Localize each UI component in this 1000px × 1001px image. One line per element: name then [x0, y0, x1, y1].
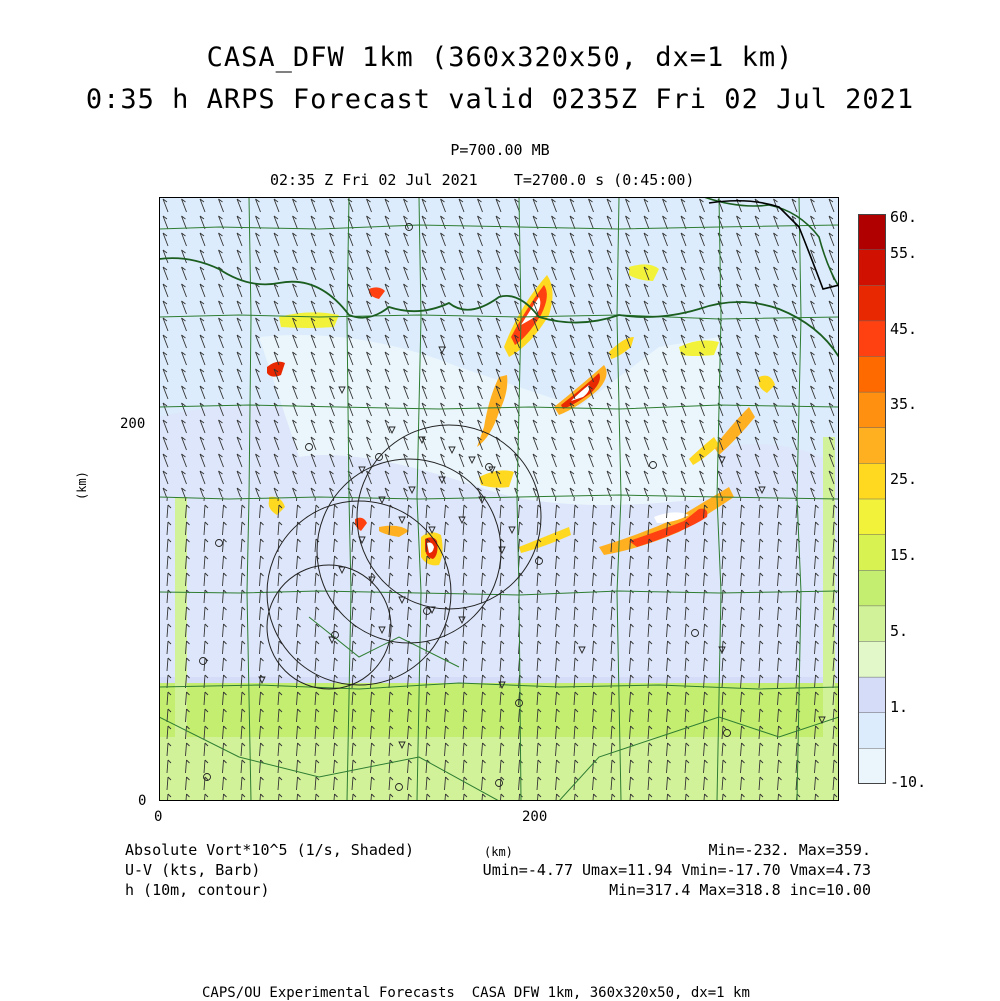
colorbar-swatch — [858, 570, 886, 606]
colorbar-swatch — [858, 321, 886, 357]
pressure-level: P=700.00 MB — [450, 141, 550, 159]
colorbar-swatch — [858, 357, 886, 393]
y-axis-unit: (km) — [75, 471, 89, 500]
colorbar-label-25: 25. — [890, 470, 918, 488]
field-label-height: h (10m, contour) — [125, 881, 270, 899]
colorbar-swatch — [858, 463, 886, 499]
colorbar-label-35: 35. — [890, 395, 918, 413]
colorbar-swatch — [858, 428, 886, 464]
height-min-max: Min=317.4 Max=318.8 inc=10.00 — [609, 881, 871, 899]
x-tick-200: 200 — [522, 809, 548, 825]
colorbar-label-60: 60. — [890, 208, 918, 226]
vort-min-max: Min=-232. Max=359. — [708, 841, 871, 859]
colorbar-swatch — [858, 535, 886, 571]
colorbar-swatch — [858, 748, 886, 784]
colorbar-label-1: 1. — [890, 698, 909, 716]
colorbar — [858, 214, 886, 784]
colorbar-swatch — [858, 677, 886, 713]
colorbar-swatch — [858, 713, 886, 749]
colorbar-swatch — [858, 214, 886, 250]
colorbar-swatch — [858, 642, 886, 678]
colorbar-swatch — [858, 285, 886, 321]
colorbar-swatch — [858, 499, 886, 535]
x-tick-0: 0 — [154, 809, 163, 825]
wind-barbs-north — [159, 197, 839, 497]
wind-min-max: Umin=-4.77 Umax=11.94 Vmin=-17.70 Vmax=4.73 — [482, 861, 871, 879]
credits-line: CAPS/OU Experimental Forecasts CASA DFW 1km, 360x320x50, dx=1 km — [202, 985, 750, 1001]
colorbar-swatch — [858, 606, 886, 642]
field-label-vorticity: Absolute Vort*10^5 (1/s, Shaded) — [125, 841, 414, 859]
wind-barbs-south — [159, 497, 839, 801]
valid-time-line: 02:35 Z Fri 02 Jul 2021 T=2700.0 s (0:45:00) — [270, 171, 695, 189]
y-tick-0: 0 — [138, 793, 147, 809]
colorbar-label-45: 45. — [890, 320, 918, 338]
forecast-map — [159, 197, 839, 801]
field-label-wind: U-V (kts, Barb) — [125, 861, 261, 879]
y-tick-200: 200 — [120, 416, 146, 432]
chart-subtitle: 0:35 h ARPS Forecast valid 0235Z Fri 02 Jul 2021 — [85, 84, 915, 115]
colorbar-label-5: 5. — [890, 622, 909, 640]
colorbar-label-15: 15. — [890, 546, 918, 564]
colorbar-swatch — [858, 392, 886, 428]
colorbar-label-55: 55. — [890, 244, 918, 262]
colorbar-label-neg10: -10. — [890, 773, 927, 791]
x-axis-unit: (km) — [484, 845, 513, 859]
colorbar-swatch — [858, 250, 886, 286]
chart-title: CASA_DFW 1km (360x320x50, dx=1 km) — [206, 42, 794, 73]
